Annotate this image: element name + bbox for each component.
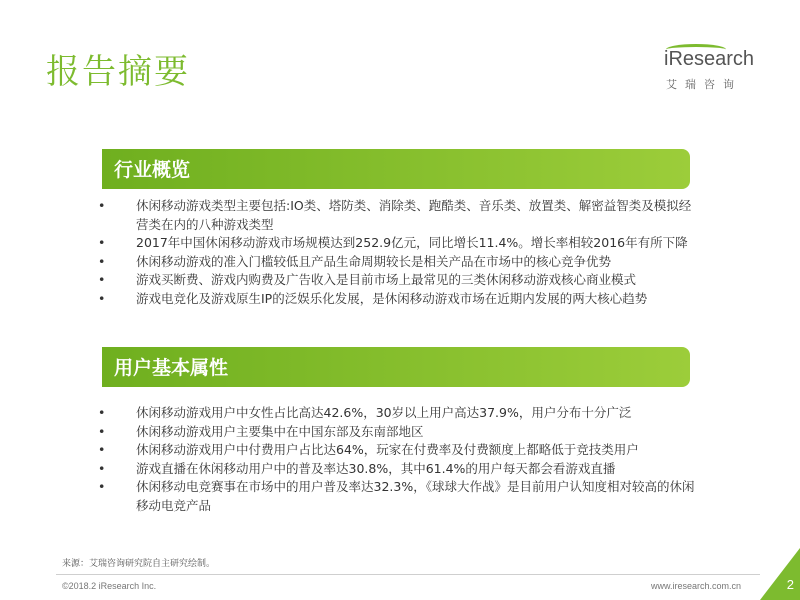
section-heading: 用户基本属性 <box>114 357 229 379</box>
list-item: • 休闲移动游戏用户中女性占比高达42.6%，30岁以上用户高达37.9%，用户分布十分广泛 <box>112 404 702 423</box>
website-link[interactable]: www.iresearch.com.cn <box>651 581 742 591</box>
logo-name-en: iResearch <box>664 48 755 70</box>
list-item: • 休闲移动游戏的准入门槛较低且产品生命周期较长是相关产品在市场中的核心竞争优势 <box>112 253 702 272</box>
list-item: • 2017年中国休闲移动游戏市场规模达到252.9亿元，同比增长11.4%。增长率相较2016年有所下降 <box>112 234 702 253</box>
list-item: • 休闲移动游戏用户中付费用户占比达64%，玩家在付费率及付费额度上都略低于竞技类用户 <box>112 441 702 460</box>
list-item: • 游戏直播在休闲移动用户中的普及率达30.8%，其中61.4%的用户每天都会看游戏直播 <box>112 460 702 479</box>
list-item: • 休闲移动游戏用户主要集中在中国东部及东南部地区 <box>112 423 702 442</box>
corner-triangle <box>760 548 800 600</box>
section-header-industry-overview <box>102 149 690 189</box>
iresearch-logo <box>660 44 770 94</box>
source-note: 来源：艾瑞咨询研究院自主研究绘制。 <box>62 559 216 569</box>
list-item: • 休闲移动游戏类型主要包括:IO类、塔防类、消除类、跑酷类、音乐类、放置类、解密益智类及模拟经营类在内的八种游戏类型 <box>112 197 702 234</box>
copyright-text: ©2018.2 iResearch Inc. <box>62 581 157 591</box>
section-header-user-attributes <box>102 347 690 387</box>
page-number: 2 <box>786 577 794 592</box>
industry-overview-list <box>112 197 702 308</box>
list-item: • 休闲移动电竞赛事在市场中的用户普及率达32.3%，《球球大作战》是目前用户认知度相对较高的休闲移动电竞产品 <box>112 478 702 515</box>
user-attributes-list <box>112 404 702 515</box>
section-heading: 行业概览 <box>114 159 191 181</box>
list-item: • 游戏买断费、游戏内购费及广告收入是目前市场上最常见的三类休闲移动游戏核心商业模式 <box>112 271 702 290</box>
logo-name-cn: 艾瑞咨询 <box>666 78 742 91</box>
footer-divider <box>56 574 760 575</box>
list-item: • 游戏电竞化及游戏原生IP的泛娱乐化发展，是休闲移动游戏市场在近期内发展的两大核心趋势 <box>112 290 702 309</box>
page-title: 报告摘要 <box>46 52 190 92</box>
